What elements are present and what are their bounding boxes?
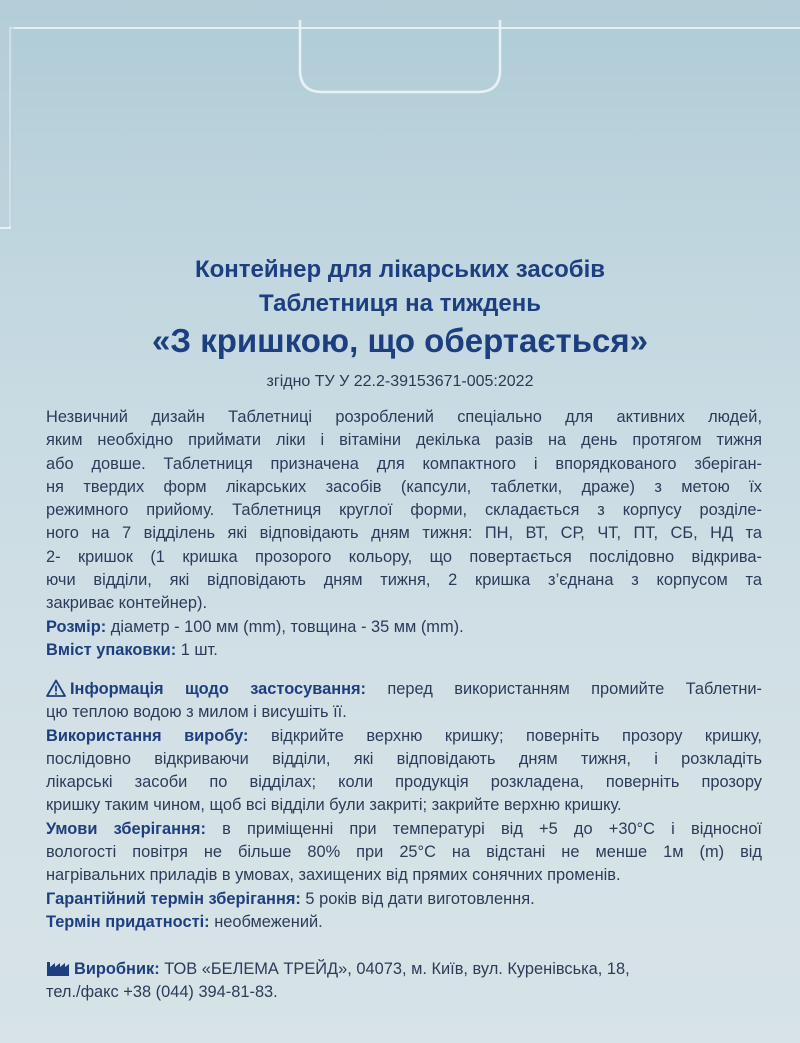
description-line: режимного прийому. Таблетниця круглої форми, складається з корпусу розділе- (46, 501, 762, 520)
info-label: Інформація щодо застосування: (70, 680, 367, 698)
shelf-life-value: необмежений. (209, 912, 323, 931)
warranty-value: 5 років від дати виготовлення. (300, 889, 535, 908)
package-label: Вміст упаковки: (46, 640, 177, 659)
info-line (46, 678, 762, 701)
description-line: ного на 7 відділень які відповідають дням тижня: ПН, ВТ, СР, ЧТ, ПТ, СБ, НД та (46, 524, 762, 543)
warning-icon (46, 679, 66, 697)
usage-info (46, 678, 762, 934)
shelf-life-line (46, 911, 762, 934)
warranty-label: Гарантійний термін зберігання: (46, 889, 301, 908)
package-line (46, 639, 762, 662)
usage-label: Використання виробу: (46, 726, 249, 745)
manufacturer-line (46, 958, 762, 981)
size-line (46, 616, 762, 639)
description-line: ня твердих форм лікарських засобів (капсули, таблетки, драже) з метою їх (46, 477, 762, 496)
info-text: перед використанням промийте Таблетни- (366, 680, 762, 698)
usage-line: кришку таким чином, щоб всі відділи були закриті; закрийте верхню кришку. (46, 796, 622, 815)
info-line: цю теплою водою з милом і висушіть її. (46, 703, 347, 722)
warranty-line (46, 888, 762, 911)
title-line-1: Контейнер для лікарських засобів (194, 256, 605, 283)
manufacturer-address: ТОВ «БЕЛЕМА ТРЕЙД», 04073, м. Київ, вул. Куренівська, 18, (159, 960, 630, 978)
factory-icon (46, 959, 70, 977)
storage-line (46, 818, 762, 841)
description (46, 406, 762, 662)
description-line: 2- кришок (1 кришка прозорого кольору, що повертається послідовно відкрива- (46, 547, 762, 566)
storage-label: Умови зберігання: (46, 819, 206, 838)
manufacturer-info (46, 958, 762, 1005)
description-line: Незвичний дизайн Таблетниці розроблений спеціально для активних людей, (46, 408, 762, 426)
usage-line: лікарські засоби по відділах; коли продукція розкладена, поверніть прозору (46, 773, 762, 792)
storage-text: в приміщенні при температурі від +5 до +30°С і відносної (205, 819, 762, 838)
description-line: або довше. Таблетниця призначена для компактного і впорядкованого зберіган- (46, 454, 762, 473)
storage-line: вологості повітря не більше 80% при 25°С на відстані не менше 1м (m) від (46, 843, 762, 862)
size-value: діаметр - 100 мм (mm), товщина - 35 мм (mm). (106, 617, 464, 636)
storage-line: нагрівальних приладів в умовах, захищених від прямих сонячних променів. (46, 866, 621, 885)
package-value: 1 шт. (176, 640, 218, 659)
description-line: закриває контейнер). (46, 594, 208, 613)
description-line: яким необхідно приймати ліки і вітаміни декілька разів на день протягом тижня (46, 431, 762, 450)
size-label: Розмір: (46, 617, 107, 636)
description-line: ючи відділи, які відповідають дням тижня, 2 кришка з’єднана з корпусом та (46, 571, 762, 590)
standard-reference: згідно ТУ У 22.2-39153671-005:2022 (266, 373, 534, 390)
usage-text: відкрийте верхню кришку; поверніть прозору кришку, (248, 726, 762, 745)
product-name: «З кришкою, що обертається» (152, 322, 648, 359)
shelf-life-label: Термін придатності: (46, 912, 210, 931)
usage-line: послідовно відкриваючи відділи, які відповідають дням тижня, і розкладіть (46, 749, 762, 768)
title-line-2: Таблетниця на тиждень (259, 290, 541, 317)
manufacturer-phone: тел./факс +38 (044) 394-81-83. (46, 983, 278, 1002)
usage-line (46, 725, 762, 748)
manufacturer-label: Виробник: (74, 960, 160, 978)
